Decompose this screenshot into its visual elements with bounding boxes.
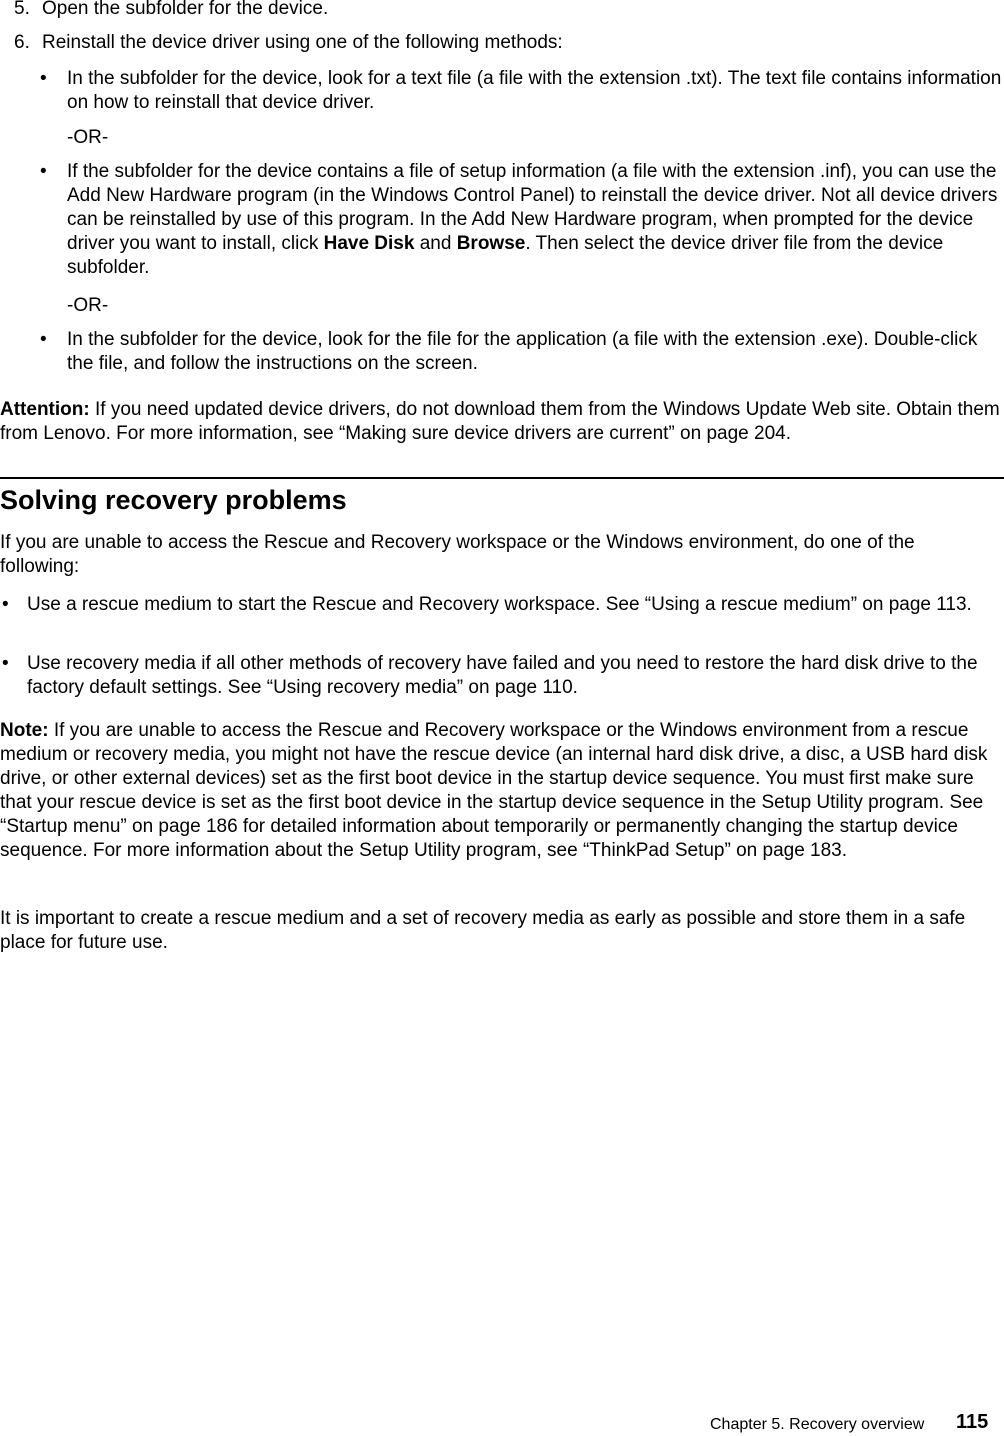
step-6 xyxy=(14,31,994,55)
method-text-part: . Then select the device driver file from the device subfolder. xyxy=(67,233,944,278)
attention-paragraph xyxy=(0,398,1000,446)
step-5 xyxy=(14,0,994,21)
bullet-icon: • xyxy=(2,653,9,674)
step-text: Open the subfolder for the device. xyxy=(42,0,329,19)
step-number: 5. xyxy=(14,0,30,19)
bullet-icon: • xyxy=(40,329,47,350)
method-text: In the subfolder for the device, look for the file for the application (a file with the extension .exe). Double-click the file, and follow the instructions on the screen. xyxy=(67,329,978,374)
closing-paragraph: It is important to create a rescue medium and a set of recovery media as early as possible and store them in a safe place for future use. xyxy=(0,908,966,953)
section-title: Solving recovery problems xyxy=(0,485,347,515)
step-text: Reinstall the device driver using one of the following methods: xyxy=(42,32,563,53)
bullet-icon: • xyxy=(40,161,47,182)
or-separator: -OR- xyxy=(67,127,109,148)
note-paragraph xyxy=(0,719,1000,863)
bullet-icon: • xyxy=(40,68,47,89)
page-footer xyxy=(710,1411,989,1436)
or-separator: -OR- xyxy=(67,295,109,316)
method-text: In the subfolder for the device, look for a text file (a file with the extension .txt). The text file contains information on how to reinstall that device driver. xyxy=(67,68,1002,113)
have-disk-label: Have Disk xyxy=(323,233,415,254)
list-item-text: Use recovery media if all other methods of recovery have failed and you need to restore the hard disk drive to the factory default settings. See “Using recovery media” on page 110. xyxy=(27,653,978,698)
section-intro: If you are unable to access the Rescue and Recovery workspace or the Windows environment, do one of the following: xyxy=(0,532,915,577)
note-text: If you are unable to access the Rescue and Recovery workspace or the Windows environment from a rescue medium or recovery media, you might not have the rescue device (an internal hard disk drive, a disc, a USB hard disk drive, or other external devices) set as the first boot device in the startup device sequence. You must first make sure that your rescue device is set as the first boot device in the startup device sequence in the Setup Utility program. See “Startup menu” on page 186 for detailed information about temporarily or permanently changing the startup device sequence. For more information about the Setup Utility program, see “ThinkPad Setup” on page 183. xyxy=(0,720,988,861)
note-label: Note: xyxy=(0,720,49,741)
method-text-part: If the subfolder for the device contains a file of setup information (a file with the extension .inf), you can use the Add New Hardware program (in the Windows Control Panel) to reinstall the device driver. Not all device drivers can be reinstalled by use of this program. In the Add New Hardware program, when prompted for the device driver you want to install, click xyxy=(67,161,998,254)
attention-text: If you need updated device drivers, do not download them from the Windows Update Web site. Obtain them from Lenovo. For more information, see “Making sure device drivers are current” on page 204. xyxy=(0,399,1000,444)
method-text xyxy=(67,160,1002,280)
browse-label: Browse xyxy=(456,233,526,254)
list-item-text: Use a rescue medium to start the Rescue and Recovery workspace. See “Using a rescue medium” on page 113. xyxy=(27,594,972,615)
page-number: 115 xyxy=(956,1411,989,1433)
bullet-icon: • xyxy=(2,594,9,615)
attention-label: Attention: xyxy=(0,399,90,420)
step-number: 6. xyxy=(14,32,30,53)
section-divider xyxy=(0,477,1004,479)
chapter-label: Chapter 5. Recovery overview xyxy=(710,1416,925,1433)
method-text-part: and xyxy=(414,233,457,254)
